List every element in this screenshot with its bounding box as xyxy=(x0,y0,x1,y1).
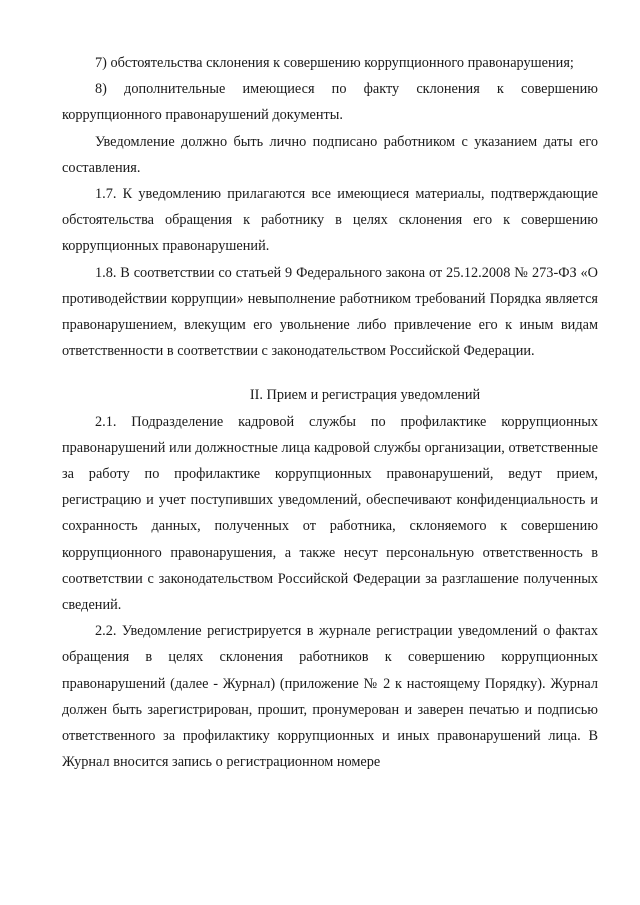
paragraph-2-2: 2.2. Уведомление регистрируется в журнале регистрации уведомлений о фактах обращения в целях склонения работников к совершению коррупционных правонарушений (далее - Журнал) (приложение № 2 к настоящему Порядку). Журнал должен быть зарегистрирован, прошит, пронумерован и заверен печатью и подписью ответственного за профилактику коррупционных и иных правонарушений лица. В Журнал вносится запись о регистрационном номере xyxy=(62,623,598,771)
paragraph-1-7: 1.7. К уведомлению прилагаются все имеющиеся материалы, подтверждающие обстоятельства обращения к работнику в целях склонения его к совершению коррупционных правонарушений. xyxy=(62,186,598,255)
paragraph-item-7: 7) обстоятельства склонения к совершению коррупционного правонарушения; xyxy=(95,55,574,71)
paragraph-2-1: 2.1. Подразделение кадровой службы по профилактике коррупционных правонарушений или должностные лица кадровой службы организации, ответственные за работу по профилактике коррупционных правонарушений, ведут прием, регистрацию и учет поступивших уведомлений, обеспечивают конфиденциальность и сохранность данных, полученных от работника, склоняемого к совершению коррупционного правонарушения, а также несут персональную ответственность в соответствии с законодательством Российской Федерации за разглашение полученных сведений. xyxy=(62,413,598,614)
section-heading: II. Прием и регистрация уведомлений xyxy=(249,387,481,404)
paragraph-1-8: 1.8. В соответствии со статьей 9 Федерального закона от 25.12.2008 № 273-ФЗ «О противодействии коррупции» невыполнение работником требований Порядка является правонарушением, влекущим его увольнение либо привлечение его к иным видам ответственности в соответствии с законодательством Российской Федерации. xyxy=(62,264,598,360)
paragraph-item-8: 8) дополнительные имеющиеся по факту склонения к совершению коррупционного правонарушений документы. xyxy=(62,81,598,124)
document-page xyxy=(62,50,598,775)
paragraph-signature-requirement: Уведомление должно быть лично подписано работником с указанием даты его составления. xyxy=(62,133,598,176)
